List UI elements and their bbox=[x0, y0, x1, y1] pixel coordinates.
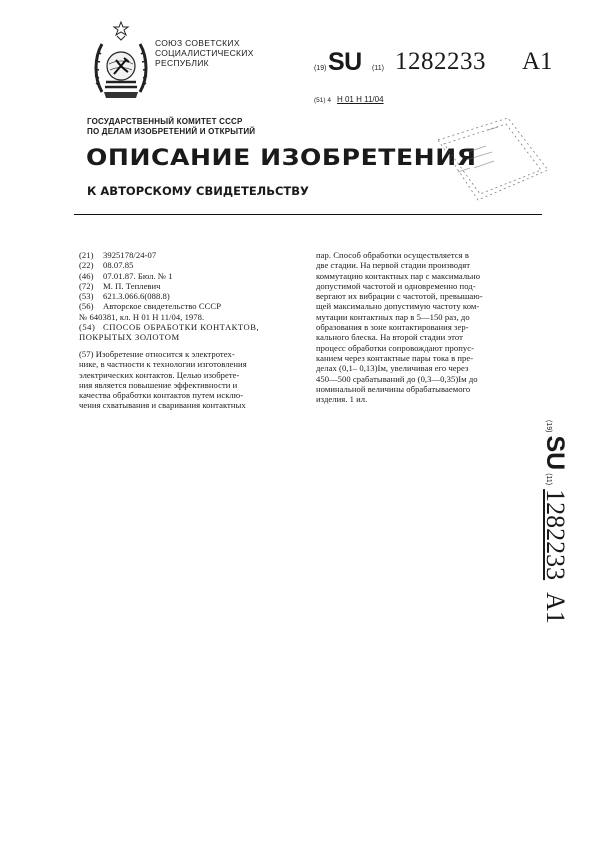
kind-code: A1 bbox=[522, 48, 553, 75]
abstract-line: (57) Изобретение относится к электротех- bbox=[79, 349, 235, 359]
abstract-line: качества обработки контактов путем исклю- bbox=[79, 390, 244, 401]
ipc-label: (51) 4 bbox=[314, 97, 331, 104]
abstract-line: изделия. 1 ил. bbox=[316, 394, 368, 405]
ussr-emblem-icon bbox=[92, 20, 150, 104]
abstract-line: чения схватывания и сваривания контактных bbox=[79, 400, 246, 411]
bib-row bbox=[79, 291, 309, 301]
abstract-line: две стадии. На первой стадии производят bbox=[316, 260, 471, 271]
code-11: (11) bbox=[545, 473, 552, 486]
patent-identifier bbox=[314, 48, 594, 82]
abstract-line: образования в зоне контактирования зер- bbox=[316, 322, 469, 333]
document-title: ОПИСАНИЕ ИЗОБРЕТЕНИЯ bbox=[86, 146, 477, 171]
bib-tag: (46) bbox=[79, 270, 94, 281]
header-divider bbox=[74, 214, 542, 215]
code-19: (19) bbox=[314, 65, 327, 72]
country-code: SU bbox=[328, 48, 362, 76]
bib-row bbox=[79, 271, 309, 281]
bib-text: 621.3.066.6(088.8) bbox=[103, 291, 170, 302]
vertical-patent-id-text bbox=[540, 420, 570, 624]
invention-title: ПОКРЫТЫХ ЗОЛОТОМ bbox=[79, 332, 180, 343]
bib-row bbox=[79, 250, 309, 260]
abstract-line: делах (0,1– 0,13)Iм, увеличивая его через bbox=[316, 363, 469, 374]
abstract-line: допустимой частотой и одновременно под- bbox=[316, 280, 476, 291]
abstract-line: 450—500 срабатываний до (0,3—0,35)Iм до bbox=[316, 373, 478, 384]
vertical-patent-id bbox=[540, 420, 570, 690]
bib-tag: (56) bbox=[79, 301, 94, 312]
bib-row bbox=[79, 301, 309, 311]
bibliographic-data bbox=[79, 250, 309, 343]
library-stamp-icon bbox=[428, 110, 556, 208]
patent-number: 1282233 bbox=[541, 489, 570, 581]
abstract-right-column bbox=[316, 250, 551, 404]
abstract-line: электрических контактов. Целью изобрете- bbox=[79, 369, 240, 380]
bib-text: М. П. Теплевич bbox=[103, 280, 161, 291]
bib-text: Авторское свидетельство СССР bbox=[103, 301, 222, 312]
abstract-line: номинальной величины обрабатываемого bbox=[316, 383, 471, 394]
ussr-name-line: СОЦИАЛИСТИЧЕСКИХ bbox=[155, 48, 254, 58]
invention-title: СПОСОБ ОБРАБОТКИ КОНТАКТОВ, bbox=[103, 322, 260, 333]
bib-text: 07.01.87. Бюл. № 1 bbox=[103, 270, 173, 281]
ipc-code: Н 01 Н 11/04 bbox=[336, 95, 384, 104]
abstract-line: процесс обработки сопровождают пропус- bbox=[316, 342, 474, 353]
committee-line: ГОСУДАРСТВЕННЫЙ КОМИТЕТ СССР bbox=[87, 117, 243, 126]
bib-text: 08.07.85 bbox=[103, 260, 134, 271]
committee-name bbox=[87, 117, 255, 137]
bib-row bbox=[79, 332, 309, 342]
ussr-name-line: СОЮЗ СОВЕТСКИХ bbox=[155, 38, 240, 48]
bib-tag: (22) bbox=[79, 260, 94, 271]
country-code: SU bbox=[541, 435, 569, 471]
bib-row bbox=[79, 322, 309, 332]
bib-row bbox=[79, 281, 309, 291]
abstract-line: нике, в частности к технологии изготовления bbox=[79, 359, 247, 370]
bib-row bbox=[79, 260, 309, 270]
kind-code: A1 bbox=[541, 592, 570, 624]
abstract-left-column bbox=[79, 349, 307, 411]
bib-text: № 640381, кл. Н 01 Н 11/04, 1978. bbox=[79, 311, 205, 322]
document-subtitle: К АВТОРСКОМУ СВИДЕТЕЛЬСТВУ bbox=[87, 184, 309, 198]
abstract-line: мутации контактных пар в 5—150 раз, до bbox=[316, 311, 470, 322]
bib-text: 3925178/24-07 bbox=[103, 250, 157, 260]
code-19: (19) bbox=[545, 420, 552, 433]
abstract-line: ния является повышение эффективности и bbox=[79, 379, 238, 390]
ussr-name-line: РЕСПУБЛИК bbox=[155, 58, 209, 68]
bib-tag: (54) bbox=[79, 322, 96, 333]
abstract-line: коммутацию контактных пар с максимально bbox=[316, 270, 481, 281]
committee-line: ПО ДЕЛАМ ИЗОБРЕТЕНИЙ И ОТКРЫТИЙ bbox=[87, 127, 256, 136]
bib-tag: (72) bbox=[79, 280, 94, 291]
bib-row bbox=[79, 312, 309, 322]
abstract-line: канием через контактные пары тока в пре- bbox=[316, 352, 474, 363]
abstract-line: пар. Способ обработки осуществляется в bbox=[316, 250, 469, 260]
bib-tag: (21) bbox=[79, 250, 94, 260]
ussr-name bbox=[155, 38, 295, 68]
abstract-line: кального блеска. На второй стадии этот bbox=[316, 332, 463, 343]
bib-tag: (53) bbox=[79, 291, 94, 302]
abstract-line: вергают их вибрации с частотой, превышаю- bbox=[316, 291, 483, 302]
ipc-classification bbox=[314, 95, 384, 104]
code-11: (11) bbox=[372, 65, 384, 72]
patent-number: 1282233 bbox=[395, 48, 486, 75]
abstract-line: щей максимально допустимую частоту ком- bbox=[316, 301, 480, 312]
